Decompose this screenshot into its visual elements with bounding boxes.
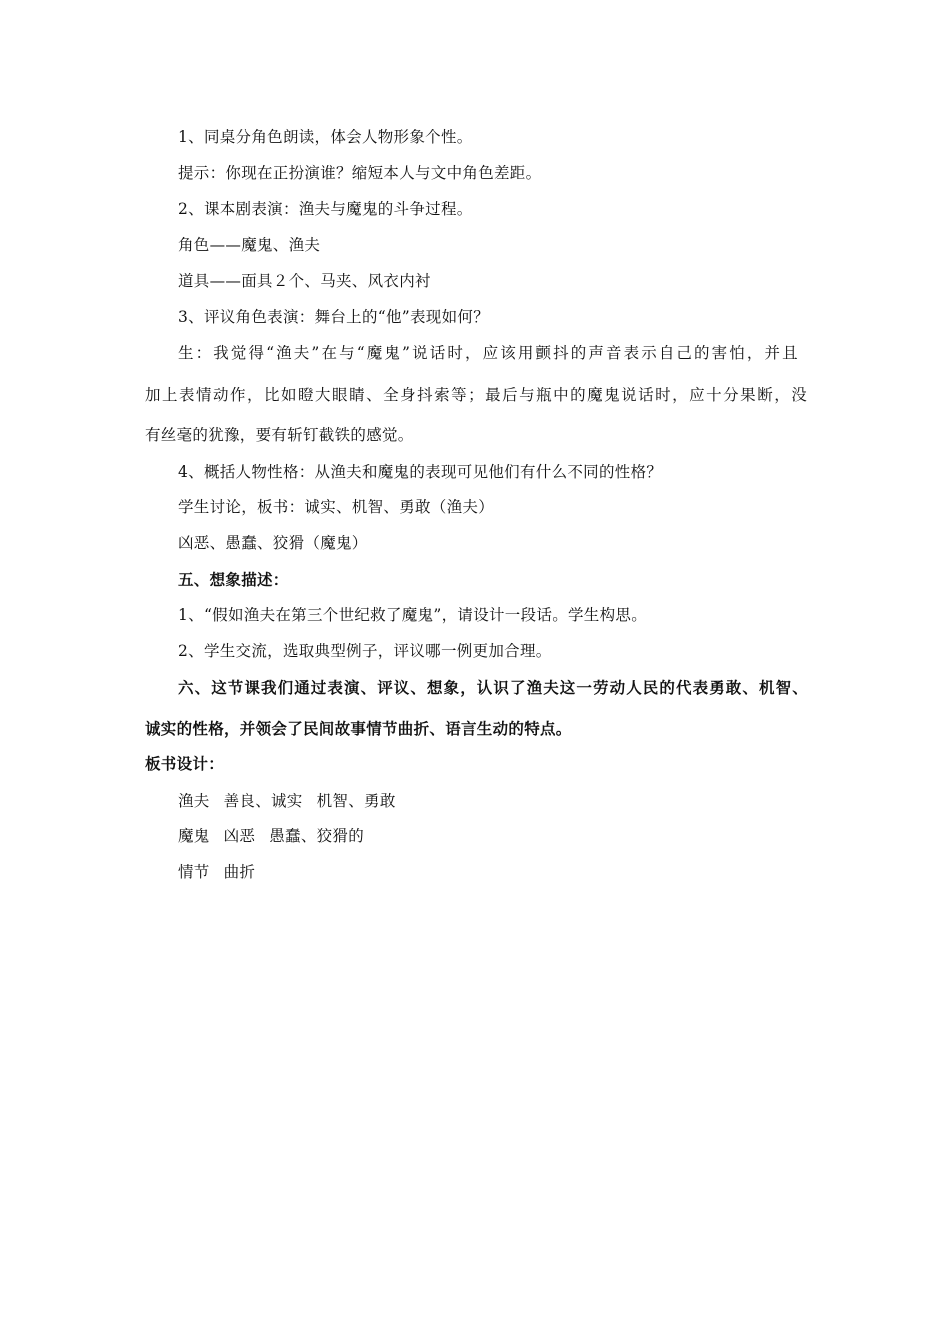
board-row-fisherman bbox=[178, 791, 396, 811]
step-3-review: 3、评议角色表演：舞台上的“他”表现如何？ bbox=[178, 308, 490, 326]
section-6-line-1: 六、这节课我们通过表演、评议、想象，认识了渔夫这一劳动人民的代表勇敢、机智、 bbox=[178, 678, 808, 697]
student-answer-line-3: 有丝毫的犹豫，要有斩钉截铁的感觉。 bbox=[145, 426, 414, 444]
imagine-step-1: 1、“假如渔夫在第三个世纪救了魔鬼”，请设计一段话。学生构思。 bbox=[178, 606, 648, 624]
board-fisherman-traits-2: 机智、勇敢 bbox=[316, 792, 396, 810]
hint-line: 提示：你现在正扮演谁？缩短本人与文中角色差距。 bbox=[178, 164, 542, 182]
discussion-line: 学生讨论，板书：诚实、机智、勇敢（渔夫） bbox=[178, 498, 495, 516]
board-plot-trait: 曲折 bbox=[223, 863, 256, 881]
imagine-step-2: 2、学生交流，选取典型例子，评议哪一例更加合理。 bbox=[178, 642, 552, 660]
board-demon-label: 魔鬼 bbox=[178, 827, 210, 845]
props-line: 道具——面具２个、马夹、风衣内衬 bbox=[178, 272, 431, 290]
student-answer-line-1: 生：我觉得“渔夫”在与“魔鬼”说话时，应该用颤抖的声音表示自己的害怕，并且 bbox=[178, 344, 798, 362]
board-plot-label: 情节 bbox=[178, 863, 210, 881]
board-demon-traits-1: 凶恶 bbox=[223, 827, 256, 845]
step-4-summarize: 4、概括人物性格：从渔夫和魔鬼的表现可见他们有什么不同的性格？ bbox=[178, 463, 663, 481]
section-5-heading: 五、想象描述： bbox=[178, 570, 289, 589]
board-fisherman-traits-1: 善良、诚实 bbox=[223, 792, 303, 810]
board-row-plot bbox=[178, 862, 255, 882]
roles-line: 角色——魔鬼、渔夫 bbox=[178, 236, 321, 254]
board-fisherman-label: 渔夫 bbox=[178, 792, 210, 810]
board-design-heading: 板书设计： bbox=[145, 754, 225, 773]
board-demon-traits-2: 愚蠢、狡猾的 bbox=[269, 827, 365, 845]
board-row-demon bbox=[178, 826, 364, 846]
student-answer-line-2: 加上表情动作，比如瞪大眼睛、全身抖索等；最后与瓶中的魔鬼说话时，应十分果断，没 bbox=[145, 386, 807, 404]
step-2-play: 2、课本剧表演：渔夫与魔鬼的斗争过程。 bbox=[178, 200, 473, 218]
step-1-read-aloud: 1、同桌分角色朗读，体会人物形象个性。 bbox=[178, 128, 473, 146]
demon-traits-line: 凶恶、愚蠢、狡猾（魔鬼） bbox=[178, 534, 368, 552]
section-6-line-2: 诚实的性格，并领会了民间故事情节曲折、语言生动的特点。 bbox=[145, 719, 572, 738]
